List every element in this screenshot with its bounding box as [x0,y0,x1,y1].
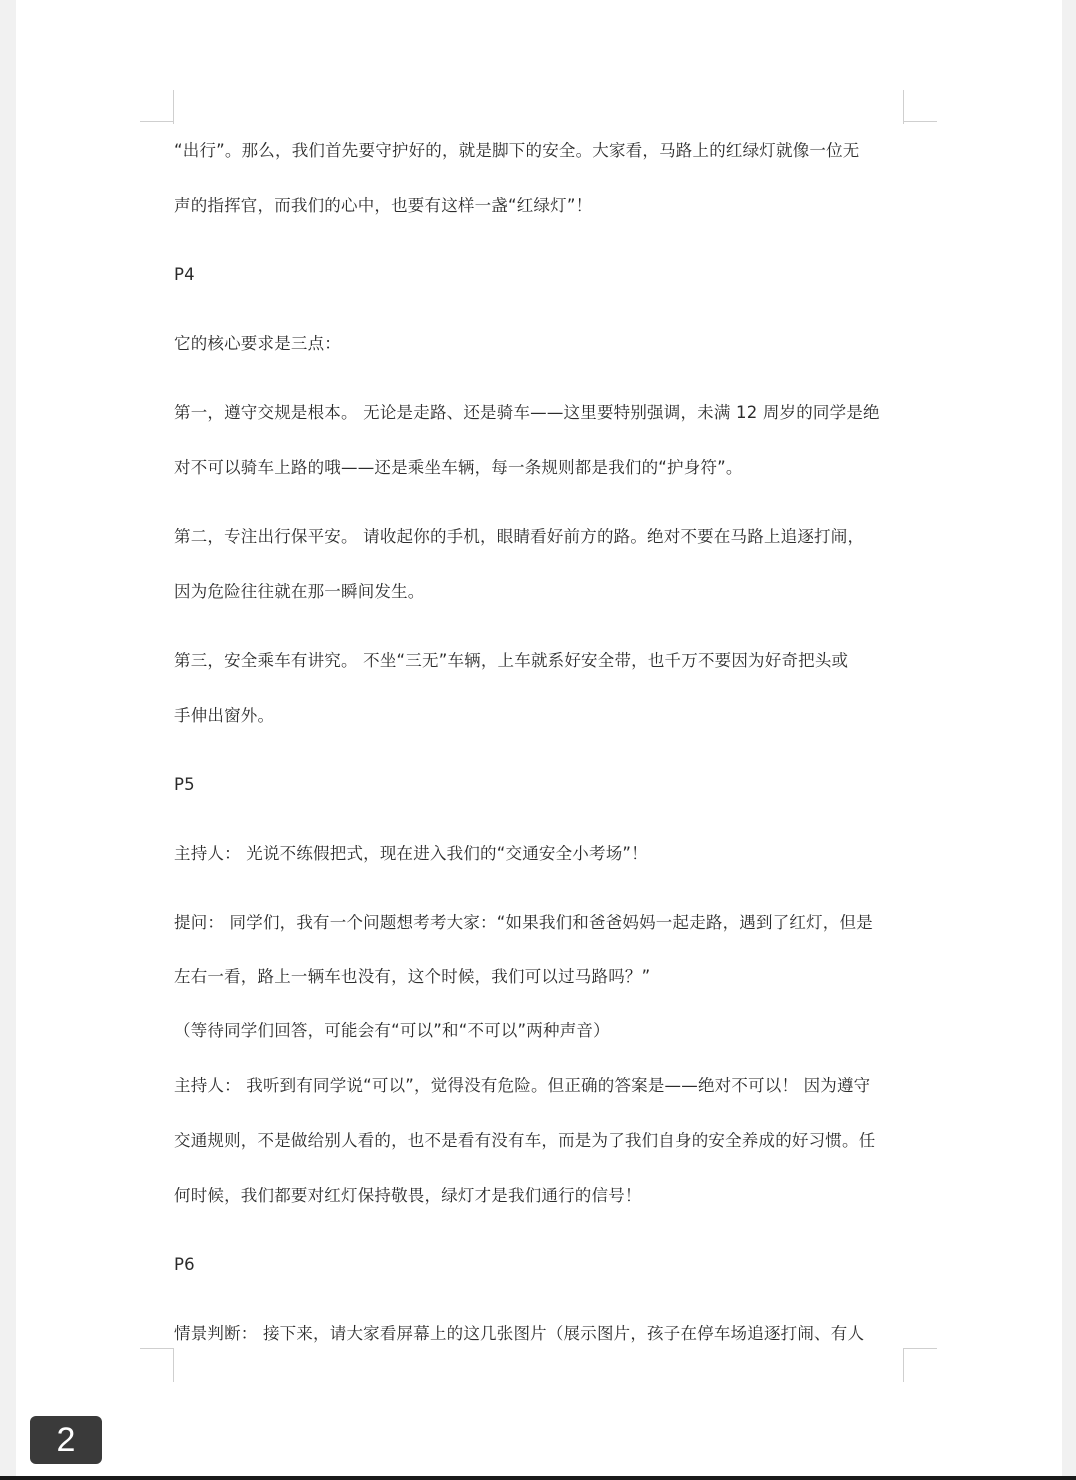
text-line: “出行”。那么，我们首先要守护好的，就是脚下的安全。大家看，马路上的红绿灯就像一位无 [174,141,860,160]
text-line: 手伸出窗外。 [174,706,275,725]
text-line: 声的指挥官，而我们的心中，也要有这样一盏“红绿灯”！ [174,196,593,215]
text-line: 情景判断： 接下来，请大家看屏幕上的这几张图片（展示图片，孩子在停车场追逐打闹、有人 [174,1324,865,1343]
text-line: 提问： 同学们，我有一个问题想考考大家：“如果我们和爸爸妈妈一起走路，遇到了红灯，但是 [174,913,873,932]
text-line: 因为危险往往就在那一瞬间发生。 [174,582,425,601]
crop-mark-bottom-right-v [903,1348,904,1382]
crop-mark-top-right-h [903,121,937,122]
crop-mark-bottom-left-v [173,1348,174,1382]
text-line: （等待同学们回答，可能会有“可以”和“不可以”两种声音） [174,1021,610,1040]
page-number-badge: 2 [30,1416,102,1464]
text-line: 主持人： 我听到有同学说“可以”，觉得没有危险。但正确的答案是——绝对不可以！ 因为遵守 [174,1076,871,1095]
crop-mark-top-left-v [173,90,174,124]
section-label: P5 [174,775,195,794]
text-line: 主持人： 光说不练假把式，现在进入我们的“交通安全小考场”！ [174,844,648,863]
text-line: 它的核心要求是三点： [174,334,341,353]
text-line: 何时候，我们都要对红灯保持敬畏，绿灯才是我们通行的信号！ [174,1186,642,1205]
bottom-edge [0,1476,1076,1480]
crop-mark-top-left-h [140,121,174,122]
text-line: 对不可以骑车上路的哦——还是乘坐车辆，每一条规则都是我们的“护身符”。 [174,458,743,477]
text-line: 第一，遵守交规是根本。 无论是走路、还是骑车——这里要特别强调，未满 12 周岁的同学是绝 [174,403,880,422]
document-page [16,0,1062,1480]
text-line: 交通规则，不是做给别人看的，也不是看有没有车，而是为了我们自身的安全养成的好习惯。任 [174,1131,876,1150]
text-line: 第三，安全乘车有讲究。 不坐“三无”车辆，上车就系好安全带，也千万不要因为好奇把头或 [174,651,849,670]
section-label: P6 [174,1255,195,1274]
crop-mark-top-right-v [903,90,904,124]
crop-mark-bottom-right-h [903,1348,937,1349]
text-line: 第二，专注出行保平安。 请收起你的手机，眼睛看好前方的路。绝对不要在马路上追逐打闹， [174,527,865,546]
text-line: 左右一看，路上一辆车也没有，这个时候，我们可以过马路吗？” [174,967,651,986]
crop-mark-bottom-left-h [140,1348,174,1349]
section-label: P4 [174,265,195,284]
